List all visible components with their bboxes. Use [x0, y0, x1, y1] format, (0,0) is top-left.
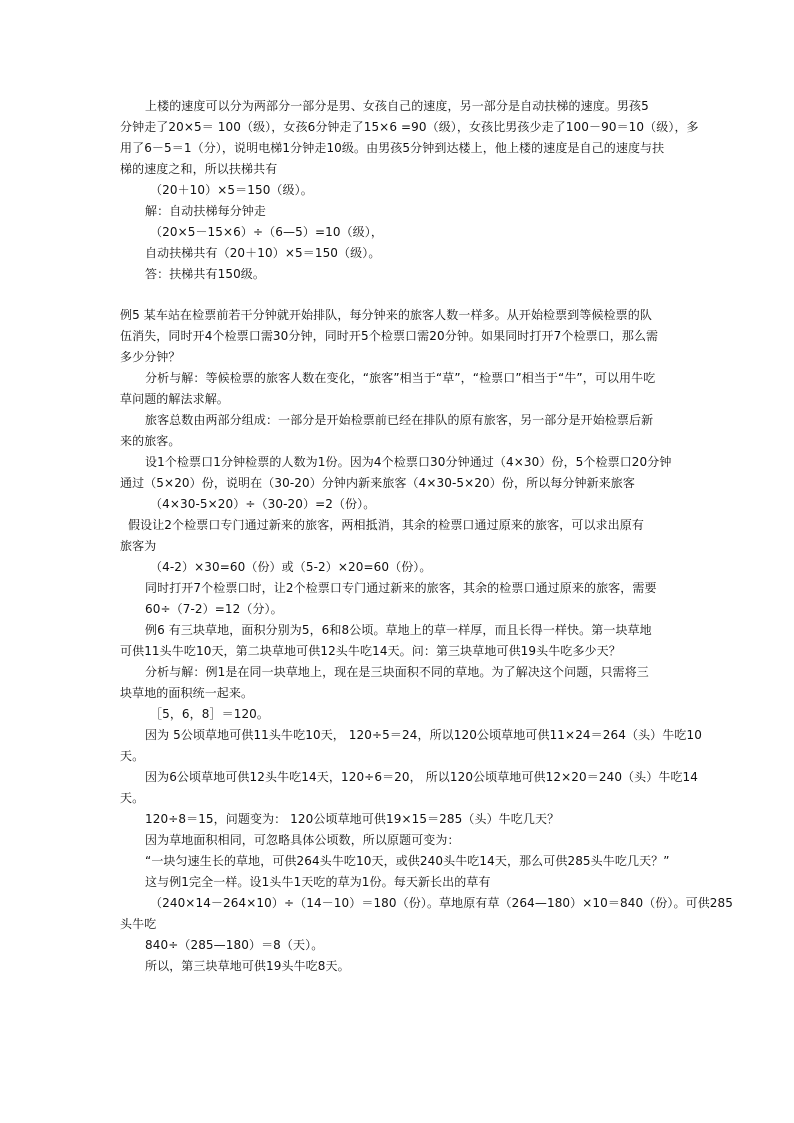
example-heading-6: 例6 有三块草地，面积分别为5，6和8公顷。草地上的草一样厚，而且长得一样快。第一块草地: [145, 623, 652, 637]
analysis-line: 分析与解：例1是在同一块草地上，现在是三块面积不同的草地。为了解决这个问题，只需将三: [145, 665, 649, 679]
paragraph-line: 旅客总数由两部分组成：一部分是开始检票前已经在排队的原有旅客，另一部分是开始检票后新: [145, 413, 654, 427]
formula-line: （240×14－264×10）÷（14－10）＝180（份）。草地原有草（264—180）×10＝840（份）。可供285: [150, 896, 733, 910]
paragraph-line: 因为草地面积相同，可忽略具体公顷数，所以原题可变为：: [145, 833, 460, 847]
paragraph-line: 天。: [120, 749, 145, 763]
paragraph-line: 多少分钟？: [120, 350, 181, 364]
paragraph-line: 块草地的面积统一起来。: [120, 686, 254, 700]
paragraph-line: 上楼的速度可以分为两部分一部分是男、女孩自己的速度，另一部分是自动扶梯的速度。男孩5: [145, 99, 649, 113]
formula-line: （4×30-5×20）÷（30-20）=2（份）。: [150, 497, 376, 511]
paragraph-line: 自动扶梯共有（20＋10）×5＝150（级）。: [145, 246, 381, 260]
formula-line: （4-2）×30=60（份）或（5-2）×20=60（份）。: [150, 560, 432, 574]
paragraph-line: 可供11头牛吃10天，第二块草地可供12头牛吃14天。问：第三块草地可供19头牛吃多少天？: [120, 644, 621, 658]
paragraph-line: 因为 5公顷草地可供11头牛吃10天， 120÷5＝24，所以120公顷草地可供11×24＝264（头）牛吃10: [145, 728, 702, 742]
formula-line: 60÷（7-2）=12（分）。: [145, 602, 283, 616]
paragraph-line: 伍消失，同时开4个检票口需30分钟，同时开5个检票口需20分钟。如果同时打开7个检票口，那么需: [120, 329, 659, 343]
paragraph-line: 设1个检票口1分钟检票的人数为1份。因为4个检票口30分钟通过（4×30）份，5个检票口20分钟: [145, 455, 672, 469]
paragraph-line: 来的旅客。: [120, 434, 181, 448]
answer-line: 答：扶梯共有150级。: [145, 267, 266, 281]
formula-line: （20×5－15×6）÷（6—5）=10（级），: [150, 225, 383, 239]
paragraph-line: 同时打开7个检票口时，让2个检票口专门通过新来的旅客，其余的检票口通过原来的旅客，需要: [145, 581, 657, 595]
solution-label: 解：自动扶梯每分钟走: [145, 204, 267, 218]
paragraph-line: 天。: [120, 791, 145, 805]
paragraph-line: 旅客为: [120, 539, 157, 553]
paragraph-line: 梯的速度之和，所以扶梯共有: [120, 162, 278, 176]
paragraph-line: 通过（5×20）份，说明在（30-20）分钟内新来旅客（4×30-5×20）份，所以每分钟新来旅客: [120, 476, 635, 490]
analysis-line: 分析与解：等候检票的旅客人数在变化，“旅客”相当于“草”，“检票口”相当于“牛”，可以用牛吃: [145, 371, 656, 385]
conclusion-line: 所以，第三块草地可供19头牛吃8天。: [145, 959, 350, 973]
paragraph-line: 草问题的解法求解。: [120, 392, 229, 406]
paragraph-line: 分钟走了20×5＝ 100（级），女孩6分钟走了15×6 =90（级），女孩比男孩少走了100－90＝10（级），多: [120, 120, 699, 134]
paragraph-line: 假设让2个检票口专门通过新来的旅客，两相抵消，其余的检票口通过原来的旅客，可以求出原有: [128, 518, 644, 532]
paragraph-line: 用了6－5＝1（分），说明电梯1分钟走10级。由男孩5分钟到达楼上，他上楼的速度是自己的速度与扶: [120, 141, 665, 155]
paragraph-line: 头牛吃: [120, 917, 157, 931]
paragraph-line: 120÷8＝15，问题变为： 120公顷草地可供19×15＝285（头）牛吃几天？: [145, 812, 560, 826]
formula-line: ［5，6，8］＝120。: [150, 707, 270, 721]
example-heading-5: 例5 某车站在检票前若干分钟就开始排队，每分钟来的旅客人数一样多。从开始检票到等候检票的队: [120, 308, 652, 322]
formula-line: 840÷（285—180）＝8（天）。: [145, 938, 324, 952]
formula-line: （20＋10）×5＝150（级）。: [150, 183, 313, 197]
paragraph-line: 因为6公顷草地可供12头牛吃14天，120÷6＝20， 所以120公顷草地可供12×20＝240（头）牛吃14: [145, 770, 699, 784]
quoted-problem: “一块匀速生长的草地，可供264头牛吃10天，或供240头牛吃14天，那么可供285头牛吃几天？”: [145, 854, 670, 868]
paragraph-line: 这与例1完全一样。设1头牛1天吃的草为1份。每天新长出的草有: [145, 875, 491, 889]
